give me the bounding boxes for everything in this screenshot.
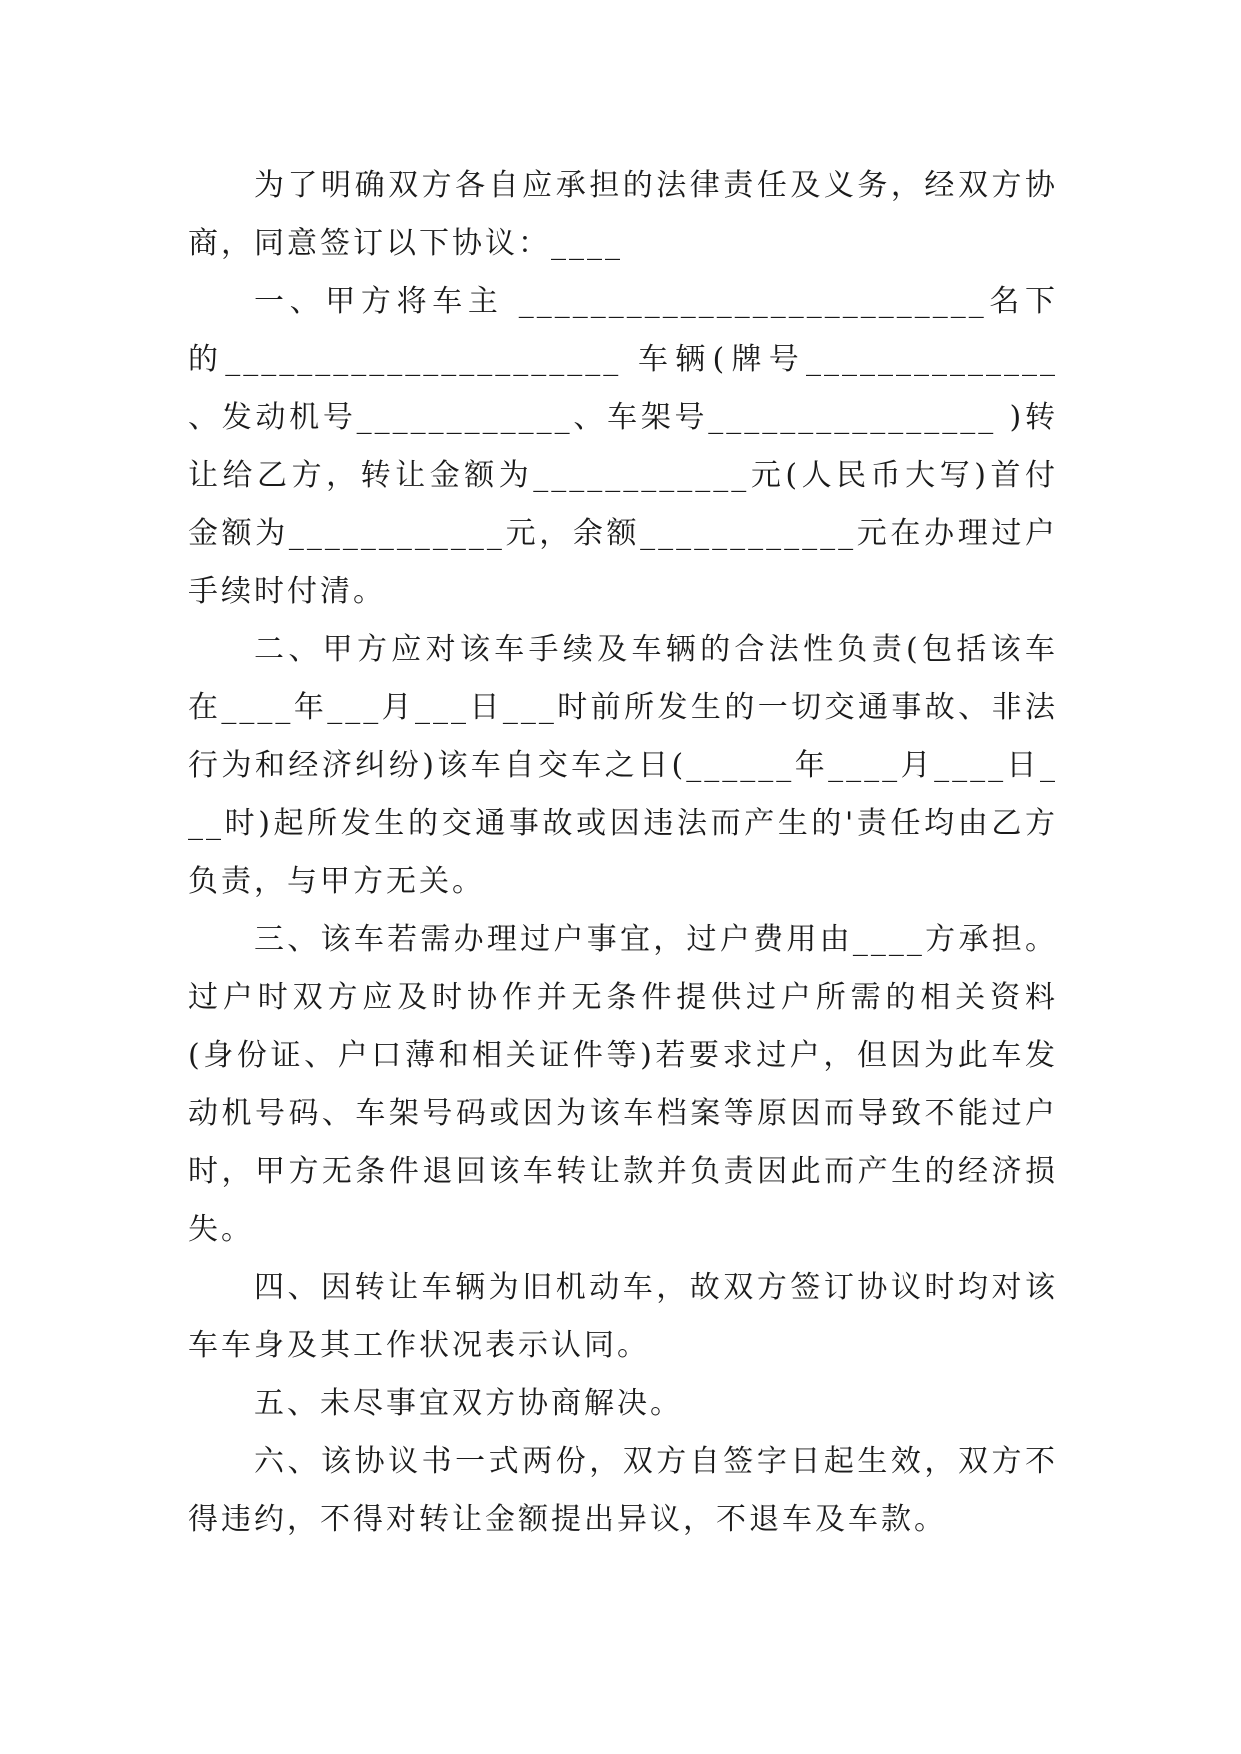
- paragraph-clause-5: 五、未尽事宜双方协商解决。: [254, 1386, 683, 1421]
- paragraph-clause-2: 二、甲方应对该车手续及车辆的合法性负责(包括该车在____年___月___日___时前所发生的一切交通事故、非法行为和经济纠纷)该车自交车之日(______年____月____日___时)起所发生的交通事故或因违法而产生的'责任均由乙方负责，与甲方无关。: [188, 632, 1058, 899]
- paragraph-clause-3: 三、该车若需办理过户事宜，过户费用由____方承担。过户时双方应及时协作并无条件提供过户所需的相关资料(身份证、户口薄和相关证件等)若要求过户，但因为此车发动机号码、车架号码或因为该车档案等原因而导致不能过户时，甲方无条件退回该车转让款并负责因此而产生的经济损失。: [188, 922, 1058, 1247]
- paragraph-clause-1: 一、甲方将车主 __________________________名下的______________________ 车辆(牌号______________ 、发动机号____________、车架号________________ )转让给乙方，转让金额为____________元(人民币大写)首付金额为____________元，余额____________元在办理过户手续时付清。: [188, 284, 1071, 609]
- paragraph-preamble: 为了明确双方各自应承担的法律责任及义务，经双方协商，同意签订以下协议：____: [188, 168, 1058, 261]
- document-body: [188, 157, 1071, 1549]
- paragraph-clause-4: 四、因转让车辆为旧机动车，故双方签订协议时均对该车车身及其工作状况表示认同。: [188, 1270, 1058, 1363]
- paragraph-clause-6: 六、该协议书一式两份，双方自签字日起生效，双方不得违约，不得对转让金额提出异议，不退车及车款。: [188, 1444, 1058, 1537]
